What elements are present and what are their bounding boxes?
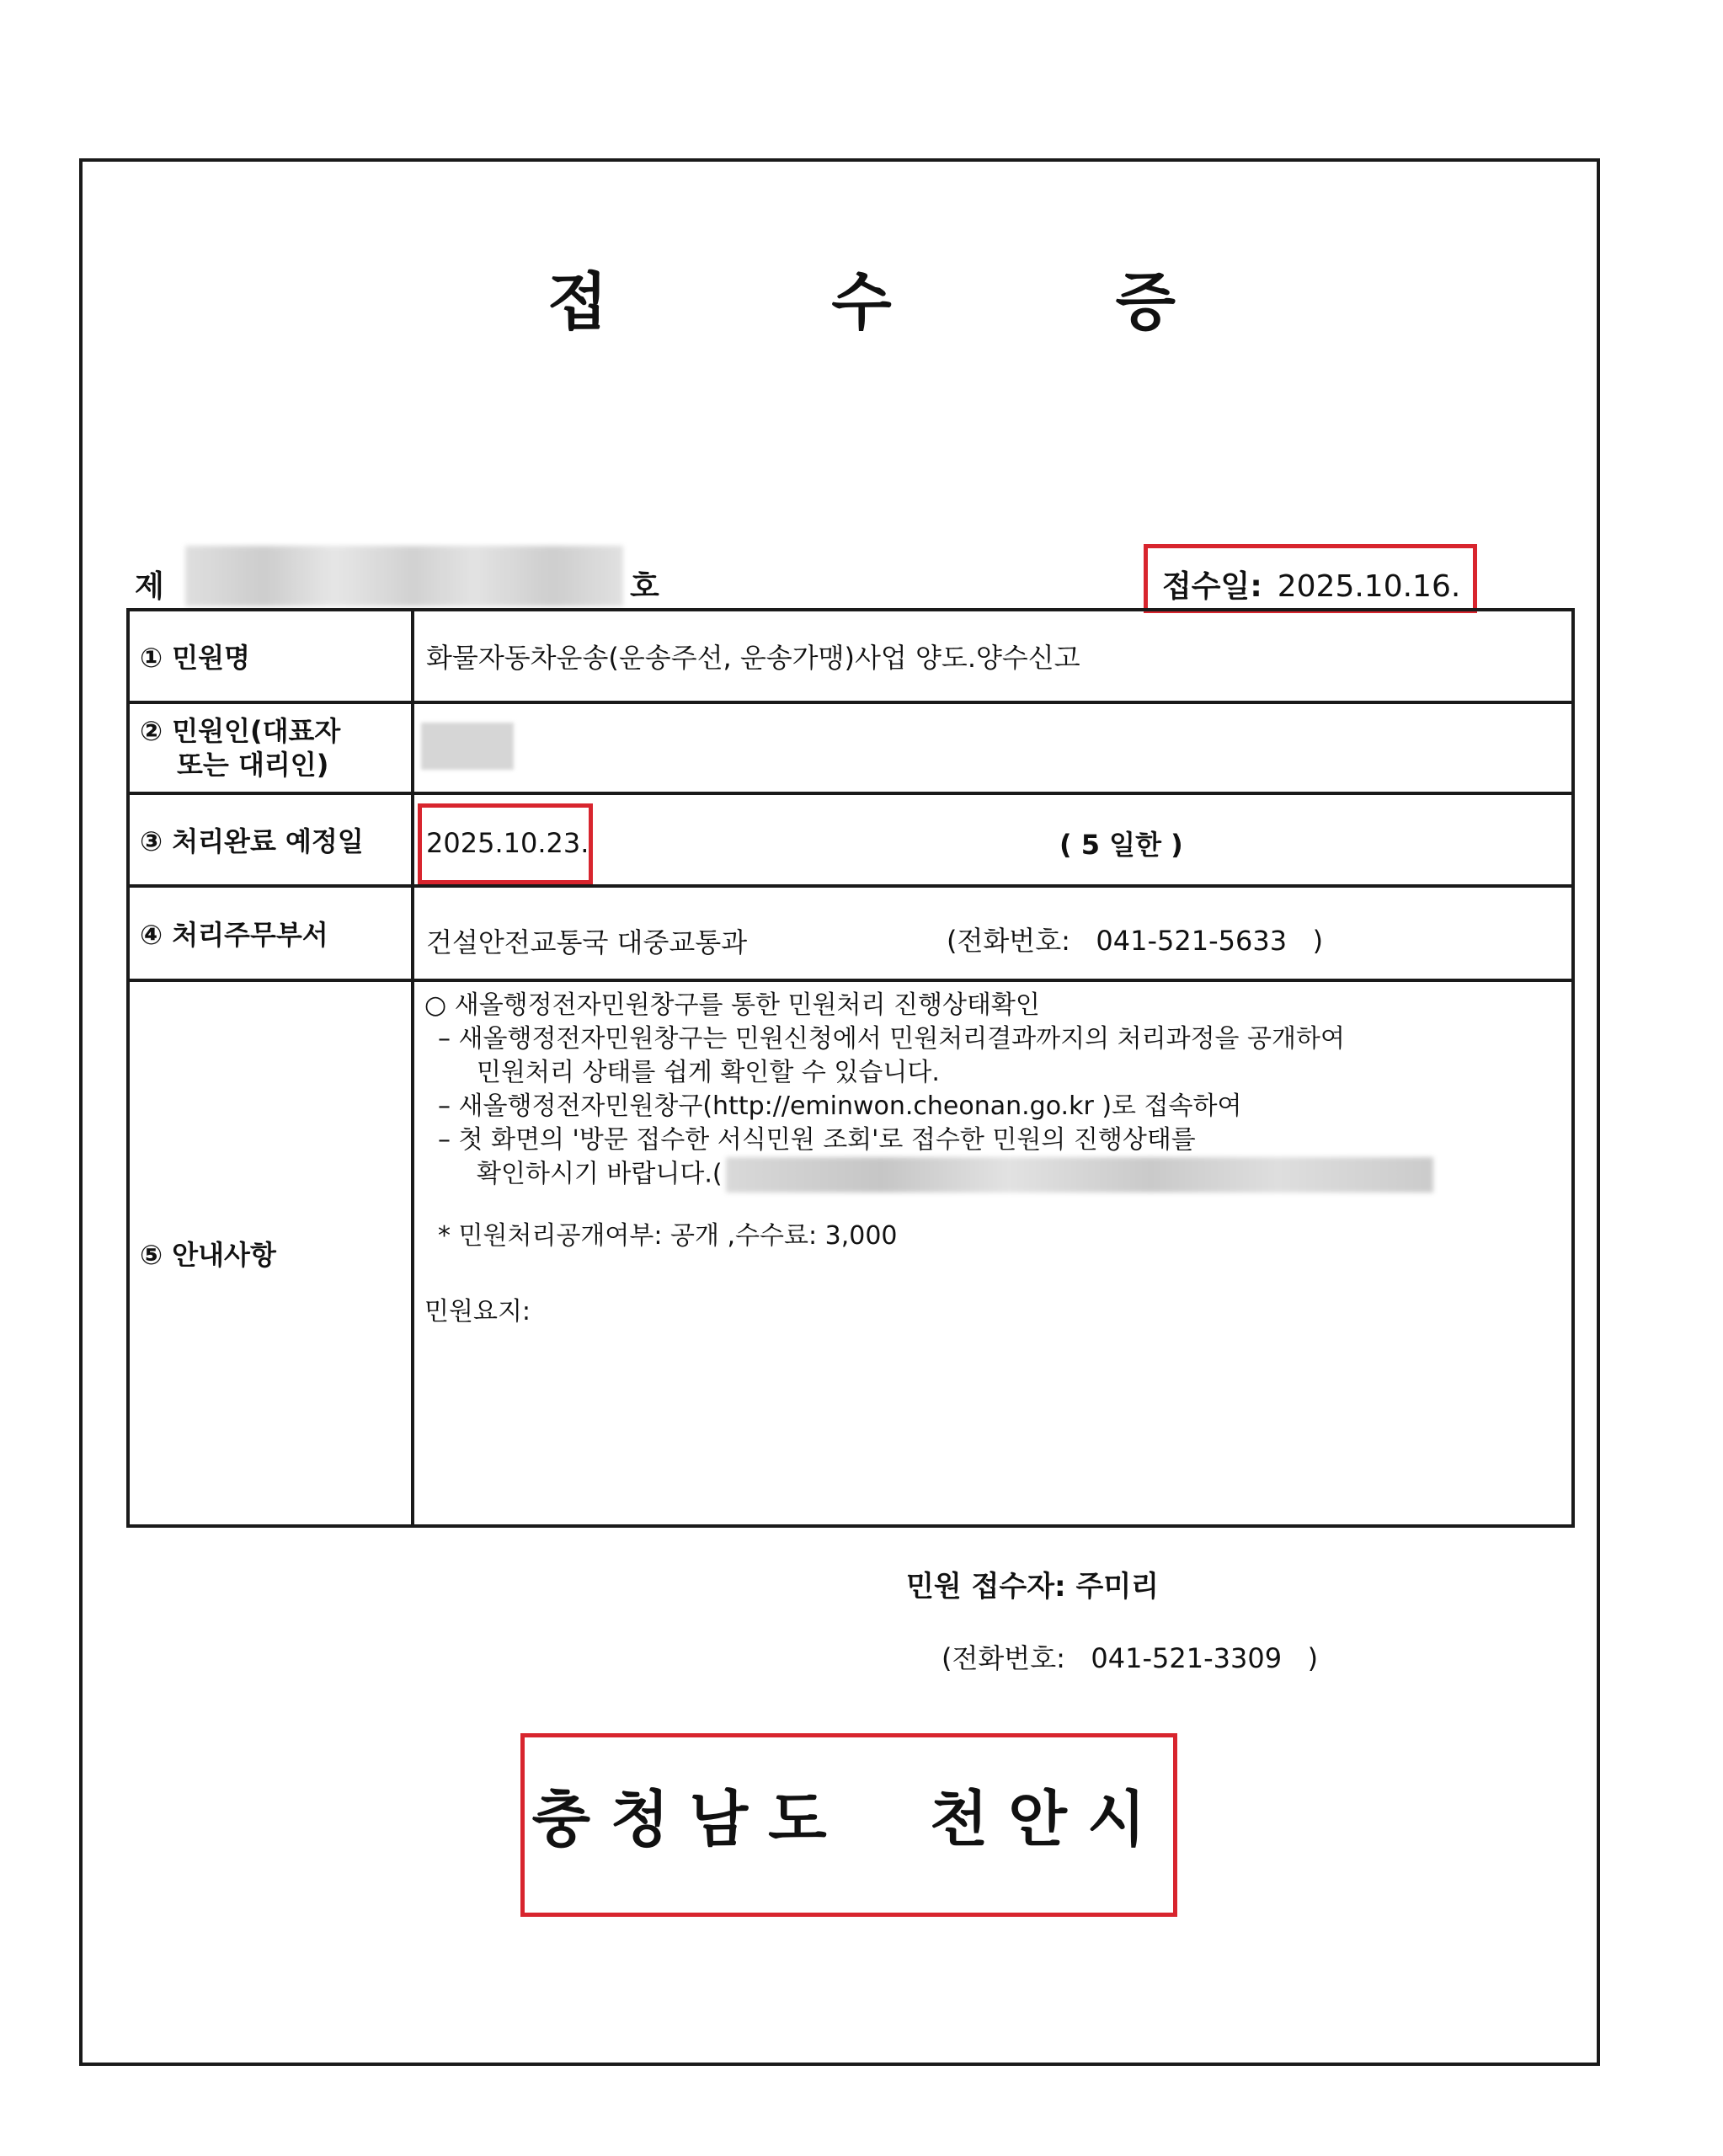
table-row-complaint-name bbox=[130, 611, 1571, 704]
applicant-value bbox=[414, 704, 1571, 792]
notice-line-4: – 새올행정전자민원창구(http://eminwon.cheonan.go.kr )로 접속하여 bbox=[438, 1091, 1242, 1121]
deadline-cell bbox=[414, 795, 1571, 884]
notice-line-6 bbox=[424, 1157, 1433, 1193]
applicant-label bbox=[130, 704, 414, 792]
table-row-deadline bbox=[130, 795, 1571, 888]
notice-line-3: 민원처리 상태를 쉽게 확인할 수 있습니다. bbox=[477, 1058, 940, 1087]
department-name: 건설안전교통국 대중교통과 bbox=[426, 926, 748, 958]
receipt-number-prefix: 제 bbox=[135, 569, 164, 604]
receipt-date-value: 2025.10.16. bbox=[1277, 569, 1461, 604]
table-row-applicant bbox=[130, 704, 1571, 795]
notice-summary: 민원요지: bbox=[424, 1297, 531, 1326]
notice-redacted bbox=[726, 1157, 1433, 1193]
department-label: ④ 처리주무부서 bbox=[130, 888, 414, 979]
notice-text bbox=[424, 989, 1433, 1329]
receipt-number-redacted bbox=[185, 546, 623, 606]
notice-line-5: – 첫 화면의 '방문 접수한 서식민원 조회'로 접수한 민원의 진행상태를 bbox=[438, 1125, 1196, 1155]
issuing-city: 충청남도 천안시 bbox=[531, 1784, 1166, 1854]
applicant-label-line2: 또는 대리인) bbox=[177, 749, 329, 781]
document-title: 접 수 증 bbox=[547, 266, 1277, 339]
receipt-table bbox=[126, 608, 1575, 1528]
department-cell bbox=[414, 888, 1571, 979]
applicant-label-line1: ② 민원인(대표자 bbox=[140, 715, 341, 747]
receipt-date-label: 접수일: bbox=[1162, 569, 1262, 604]
notice-line-6-text: 확인하시기 바랍니다.( bbox=[477, 1159, 723, 1189]
notice-line-2: – 새올행정전자민원창구는 민원신청에서 민원처리결과까지의 처리과정을 공개하여 bbox=[438, 1024, 1345, 1054]
notice-line-1: ○ 새올행정전자민원창구를 통한 민원처리 진행상태확인 bbox=[424, 990, 1040, 1020]
deadline-days: ( 5 일한 ) bbox=[1059, 829, 1183, 861]
notice-fee: * 민원처리공개여부: 공개 ,수수료: 3,000 bbox=[438, 1221, 898, 1251]
deadline-value: 2025.10.23. bbox=[426, 827, 589, 859]
receipt-number-suffix: 호 bbox=[630, 569, 659, 604]
applicant-redacted bbox=[421, 723, 514, 770]
receipt-date bbox=[1162, 563, 1460, 606]
department-phone: (전화번호: 041-521-5633 ) bbox=[947, 925, 1324, 957]
receiver-phone: (전화번호: 041-521-3309 ) bbox=[942, 1642, 1319, 1674]
table-row-department bbox=[130, 888, 1571, 982]
complaint-name-value: 화물자동차운송(운송주선, 운송가맹)사업 양도.양수신고 bbox=[426, 642, 1080, 674]
notice-cell bbox=[414, 982, 1571, 1524]
receiver: 민원 접수자: 주미리 bbox=[906, 1570, 1160, 1604]
notice-label: ⑤ 안내사항 bbox=[130, 982, 414, 1524]
complaint-name-label: ① 민원명 bbox=[130, 611, 414, 701]
table-row-notice bbox=[130, 982, 1571, 1524]
deadline-label: ③ 처리완료 예정일 bbox=[130, 795, 414, 884]
